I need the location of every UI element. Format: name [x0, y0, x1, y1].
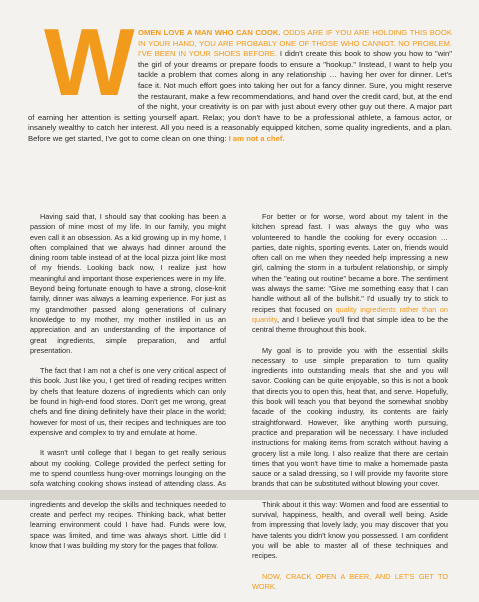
right-paragraph-2: My goal is to provide you with the essential skills necessary to use simple preparation to turn quality ingredients into outstanding meals that she and you will savor. Cooking can be quite enjoyable, so this is not a book that directs you to open this, heat that, and serve. Hopefully, this book will teach you that beyond the somewhat snobby facade of the cooking industry, its contents are fairly straightforward. However, like anything worth pursuing, practice and preparation will be necessary. I have included instructions for making items from scratch without having a grocery list a mile long. I also realize that there are certain times that you won't have time to make a homemade pasta sauce or a salad dressing, so I will provide my favorite store brands that can be substituted without blowing your cover.	[252, 345, 448, 489]
left-paragraph-2: The fact that I am not a chef is one very critical aspect of this book. Just like you, I get tired of reading recipes written by chefs that feature dozens of ingredients which can only be found in high-end food stores. Don't get me wrong, great chefs and fine dining definitely have their place in the world; however for most of us, their recipes and techniques are too expensive and complex to try and emulate at home.	[30, 366, 226, 437]
right-p1-end: , and I believe you'll find that simple idea to be the central theme throughout this book.	[252, 314, 448, 335]
right-p1-text: For better or for worse, word about my talent in the kitchen spread fast. I was always the guy who was volunteered to handle the cooking for every occasion … parties, date nights, sporting events. Later on, friends would often call on me when they needed help impressing a new girl, calming the storm in a turbulent relationship, or simply when the "eating out routine" became a bore. The sentiment was always the same: "Give me something easy that I can handle without all of the bullshit." I'd usually try to stick to recipes that focused on	[252, 212, 448, 314]
left-paragraph-3: It wasn't until college that I began to get really serious about my cooking. College provided the perfect setting for me to spend countless hung-over mornings lounging on the sofa watching cooking shows instead of attending class. As ingredients and develop the skills and techniques needed to create and perfect my recipes. Thinking back, what better learning environment could I have had. Funds were low, space was limited, and time was always short. Little did I know that I was building my story for the pages that follow.	[30, 448, 226, 550]
intro-body: I didn't create this book to show you how to "win" the girl of your dreams or prepare foods to ensure a "hookup." Instead, I want to help you tackle a problem that comes along in any relationship … having her over for dinner. Let's face it. Not much effort goes into taking her out for a fancy dinner. Sure, you might reserve the restaurant, make a few recommendations, and hand over the credit card, but, at the end of the night, your creativity is on par with just about every other guy out there. A major part of earning her attention is setting yourself apart. Relax; you don't have to be a professional athlete, a famous actor, or insanely wealthy to catch her interest. All you need is a reasonably equipped kitchen, some quality ingredients, and a plan. Before we get started, I've got to come clean on one thing:	[28, 49, 453, 143]
bottom-band	[0, 490, 479, 500]
left-paragraph-1: Having said that, I should say that cooking has been a passion of mine most of my life. In our family, you might even call it an obsession. As a kid growing up in my home, I often complained that we always had dinner around the dining room table instead of at the local pizza joint like most of my friends. Looking back now, I realize just how meaningful and important those experiences were in my life. Beyond being fortunate enough to have a strong, close-knit family, dinner was always a learning experience. For just as my grandmother passed along generations of culinary knowledge to my mother, my mother instilled in us an appreciation and an understanding of the importance of great ingredients, simple preparation, and artful presentation.	[30, 212, 226, 355]
right-paragraph-3: Think about it this way: Women and food are essential to survival, happiness, health, and overall well being. Aside from impressing that lovely lady, you may discover that you have talents you didn't know you possessed. I am confident you will be able to master all of these techniques and recipes.	[252, 499, 448, 561]
drop-cap: W	[44, 9, 131, 116]
right-paragraph-1	[252, 212, 448, 336]
intro-lead-orange: ODDS ARE IF YOU ARE HOLDING THIS BOOK IN YOUR HAND, YOU ARE PROBABLY ONE OF THOSE WHO CANNOT. NO PROBLEM. I'VE BEEN IN YOUR SHOES BEFORE.	[138, 28, 453, 59]
intro-lead: OMEN LOVE A MAN WHO CAN COOK.	[138, 28, 281, 37]
left-column	[30, 212, 226, 561]
right-column	[252, 212, 448, 602]
closing-line: NOW, CRACK OPEN A BEER, AND LET'S GET TO WORK.	[252, 571, 448, 591]
right-p1-highlight: quality ingredients rather than on quantity	[252, 304, 448, 324]
intro-emphasis: I am not a chef.	[228, 133, 285, 143]
intro-paragraph	[28, 9, 453, 145]
